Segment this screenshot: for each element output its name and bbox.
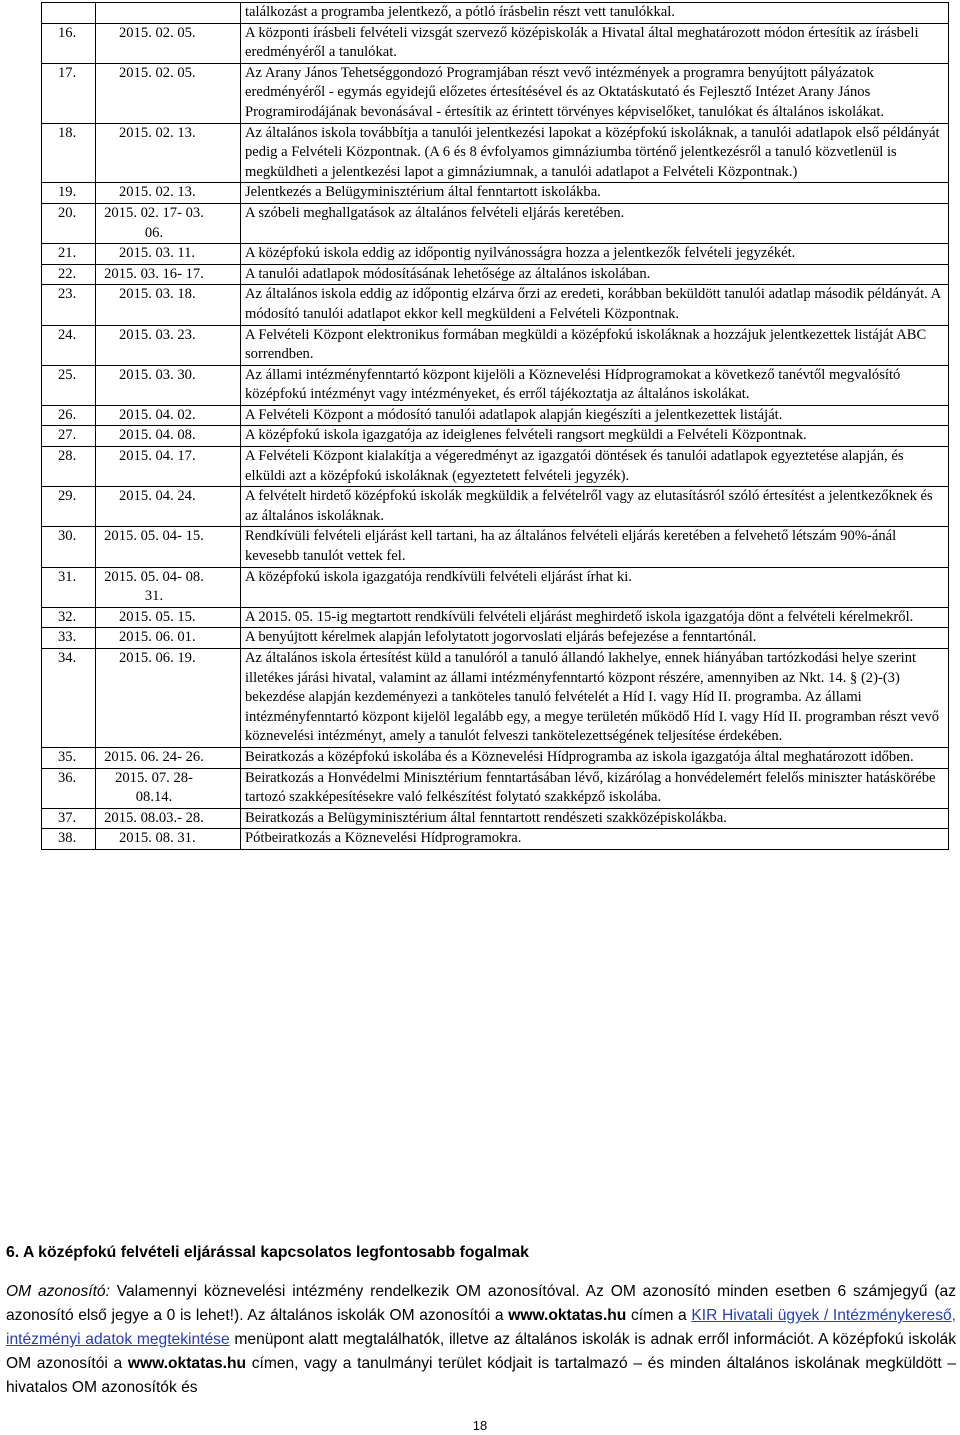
row-description: Jelentkezés a Belügyminisztérium által fenntartott iskolákba. xyxy=(241,183,949,204)
row-date xyxy=(96,264,241,285)
row-description: A középfokú iskola eddig az időpontig nyilvánosságra hozza a jelentkezők felvételi jegyzékét. xyxy=(241,244,949,265)
row-date: 2015. 06. 01. xyxy=(96,628,241,649)
row-date xyxy=(96,3,241,24)
schedule-row xyxy=(42,365,949,405)
row-date-text: 2015. 08.03.- 28. xyxy=(104,809,204,826)
schedule-row xyxy=(42,203,949,243)
row-description: A Felvételi Központ kialakítja a végeredményt az igazgatói döntések és tanulói adatlapok egyeztetése alapján, és elküldi azt a középfokú iskoláknak (egyeztetett felvételi jegyzék). xyxy=(241,447,949,487)
row-date: 2015. 05. 15. xyxy=(96,607,241,628)
schedule-table-body xyxy=(42,3,949,850)
row-date: 2015. 02. 05. xyxy=(96,23,241,63)
row-description: Rendkívüli felvételi eljárást kell tartani, ha az általános felvételi eljárás keretében a felvehető létszám 90%-ánál kevesebb tanulót vettek fel. xyxy=(241,527,949,567)
schedule-row xyxy=(42,264,949,285)
schedule-row xyxy=(42,426,949,447)
row-description: Beiratkozás a középfokú iskolába és a Köznevelési Hídprogramba az iskola igazgatója által meghatározott időben. xyxy=(241,747,949,768)
row-description: A Felvételi Központ elektronikus formában megküldi a középfokú iskoláknak a hozzájuk jelentkezettek listáját ABC sorrendben. xyxy=(241,325,949,365)
row-number: 19. xyxy=(42,183,96,204)
row-description: A középfokú iskola igazgatója az ideiglenes felvételi rangsort megküldi a Felvételi Központnak. xyxy=(241,426,949,447)
row-number: 30. xyxy=(42,527,96,567)
schedule-row xyxy=(42,607,949,628)
om-identifier-paragraph xyxy=(6,1280,956,1400)
row-date: 2015. 02. 13. xyxy=(96,123,241,183)
row-date: 2015. 08. 31. xyxy=(96,829,241,850)
schedule-row xyxy=(42,527,949,567)
row-description: A felvételt hirdető középfokú iskolák megküldik a felvételről vagy az elutasításról szóló értesítést a jelentkezőknek és az általános iskoláknak. xyxy=(241,487,949,527)
schedule-row xyxy=(42,829,949,850)
schedule-row xyxy=(42,628,949,649)
row-description: A 2015. 05. 15-ig megtartott rendkívüli felvételi eljárást meghirdető iskola igazgatója dönt a felvételi kérelmekről. xyxy=(241,607,949,628)
row-date-text: 2015. 07. 28- 08.14. xyxy=(115,769,193,806)
page-number: 18 xyxy=(472,1418,488,1433)
schedule-row xyxy=(42,447,949,487)
row-date-text: 2015. 06. 24- 26. xyxy=(104,748,204,765)
row-number: 31. xyxy=(42,567,96,607)
row-date: 2015. 02. 13. xyxy=(96,183,241,204)
row-number: 24. xyxy=(42,325,96,365)
row-date: 2015. 03. 11. xyxy=(96,244,241,265)
row-number: 37. xyxy=(42,808,96,829)
schedule-row xyxy=(42,3,949,24)
kir-link[interactable]: KIR Hivatali ügyek / Intézménykereső, intézményi adatok megtekintése xyxy=(6,1307,956,1348)
row-date-text: 2015. 05. 04- 08. 31. xyxy=(104,568,204,605)
row-description: A benyújtott kérelmek alapján lefolytatott jogorvoslati eljárás befejezése a fenntartónál. xyxy=(241,628,949,649)
row-date xyxy=(96,567,241,607)
paragraph-text-1: Valamennyi köznevelési intézmény rendelkezik OM azonosítóval. Az OM azonosító minden esetben 6 számjegyű (az azonosító első jegye a 0 is lehet!). Az általános iskolák OM azonosítói a xyxy=(6,1283,956,1324)
schedule-row xyxy=(42,567,949,607)
row-description: A központi írásbeli felvételi vizsgát szervező középiskolák a Hivatal által meghatározott módon értesítik az írásbeli eredményéről a tanulókat. xyxy=(241,23,949,63)
row-number: 16. xyxy=(42,23,96,63)
row-date xyxy=(96,768,241,808)
schedule-row xyxy=(42,808,949,829)
row-number: 35. xyxy=(42,747,96,768)
row-date: 2015. 02. 05. xyxy=(96,63,241,123)
row-number: 26. xyxy=(42,405,96,426)
row-date: 2015. 03. 30. xyxy=(96,365,241,405)
schedule-row xyxy=(42,183,949,204)
row-description: Beiratkozás a Honvédelmi Minisztérium fenntartásában lévő, kizárólag a honvédelemért felelős miniszter hatáskörébe tartozó szakképesítésekre való felkészítést folytató szakképző iskolába. xyxy=(241,768,949,808)
schedule-row xyxy=(42,244,949,265)
row-description: Az általános iskola eddig az időpontig elzárva őrzi az eredeti, korábban beküldött tanulói adatlap második példányát. A módosító tanulói adatlapot ekkor kell megküldeni a Felvételi Központnak. xyxy=(241,285,949,325)
row-date-text: 2015. 05. 04- 15. xyxy=(104,528,204,545)
row-number: 20. xyxy=(42,203,96,243)
row-description: Beiratkozás a Belügyminisztérium által fenntartott rendészeti szakközépiskolákba. xyxy=(241,808,949,829)
schedule-row xyxy=(42,649,949,748)
om-term: OM azonosító: xyxy=(6,1283,110,1300)
row-number: 22. xyxy=(42,264,96,285)
row-number: 23. xyxy=(42,285,96,325)
schedule-table xyxy=(41,2,949,850)
schedule-row xyxy=(42,487,949,527)
row-number: 28. xyxy=(42,447,96,487)
row-description: találkozást a programba jelentkező, a pótló írásbelin részt vett tanulókkal. xyxy=(241,3,949,24)
oktatas-site-1: www.oktatas.hu xyxy=(508,1307,627,1324)
row-number: 29. xyxy=(42,487,96,527)
schedule-row xyxy=(42,405,949,426)
row-number: 36. xyxy=(42,768,96,808)
row-date xyxy=(96,808,241,829)
row-description: A középfokú iskola igazgatója rendkívüli felvételi eljárást írhat ki. xyxy=(241,567,949,607)
row-number: 25. xyxy=(42,365,96,405)
row-number: 17. xyxy=(42,63,96,123)
paragraph-text-3: menüpont alatt megtalálhatók, illetve az általános iskolák is adnak erről információt. A középfokú iskolák OM azonosítói a xyxy=(6,1331,956,1372)
paragraph-text-2: címen a xyxy=(626,1307,692,1324)
row-number: 21. xyxy=(42,244,96,265)
schedule-row xyxy=(42,63,949,123)
row-date: 2015. 04. 24. xyxy=(96,487,241,527)
schedule-row xyxy=(42,285,949,325)
schedule-row xyxy=(42,747,949,768)
row-date-text: 2015. 02. 17- 03. 06. xyxy=(104,204,204,241)
row-date: 2015. 03. 23. xyxy=(96,325,241,365)
oktatas-site-2: www.oktatas.hu xyxy=(127,1355,247,1372)
schedule-row xyxy=(42,23,949,63)
row-description: Az általános iskola értesítést küld a tanulóról a tanuló állandó lakhelye, ennek hiányában tartózkodási helye szerint illetékes járási hivatal, valamint az állami intézményfenntartó központ részére, amennyiben az Nkt. 14. § (2)-(3) bekezdése alapján kezdeményezi a tanköteles tanuló felvételét a Híd I. vagy Híd II. programba. Az állami intézményfenntartó központ kijelöl legalább egy, a megye területén működő Híd I. vagy Híd II. programban részt vevő köznevelési intézményt, amely a tanulót felveszi tankötelezettségének teljesítése érdekében. xyxy=(241,649,949,748)
row-description: A Felvételi Központ a módosító tanulói adatlapok alapján kiegészíti a jelentkezettek listáját. xyxy=(241,405,949,426)
row-number: 27. xyxy=(42,426,96,447)
row-description: Az általános iskola továbbítja a tanulói jelentkezési lapokat a középfokú iskoláknak, a tanulói adatlapok első példányát pedig a Felvételi Központnak. (A 6 és 8 évfolyamos gimnáziumba történő jelentkezésről a tanuló közvetlenül is megküldheti a jelentkezési lapot a gimnáziumnak, a tanulói adatlapot a Felvételi Központnak.) xyxy=(241,123,949,183)
row-description: Az állami intézményfenntartó központ kijelöli a Köznevelési Hídprogramokat a következő tanévtől megvalósító középfokú intézményt vagy intézményeket, és erről tájékoztatja az általános iskolákat. xyxy=(241,365,949,405)
row-number: 18. xyxy=(42,123,96,183)
row-description: A tanulói adatlapok módosításának lehetősége az általános iskolában. xyxy=(241,264,949,285)
schedule-row xyxy=(42,325,949,365)
schedule-row xyxy=(42,768,949,808)
row-number: 34. xyxy=(42,649,96,748)
row-description: Pótbeiratkozás a Köznevelési Hídprogramokra. xyxy=(241,829,949,850)
row-date: 2015. 04. 02. xyxy=(96,405,241,426)
row-date: 2015. 06. 19. xyxy=(96,649,241,748)
row-description: Az Arany János Tehetséggondozó Programjában részt vevő intézmények a programra benyújtott pályázatok eredményéről - egymás egyidejű előzetes értesítésével és az Oktatáskutató és Fejlesztő Intézet Arany János Programirodájának bevonásával - értesítik az érintett törvényes képviselőket, tanulókat és általános iskolákat. xyxy=(241,63,949,123)
row-date: 2015. 04. 17. xyxy=(96,447,241,487)
row-number xyxy=(42,3,96,24)
row-number: 38. xyxy=(42,829,96,850)
row-date xyxy=(96,203,241,243)
section-heading: 6. A középfokú felvételi eljárással kapcsolatos legfontosabb fogalmak xyxy=(6,1244,529,1261)
row-date: 2015. 04. 08. xyxy=(96,426,241,447)
row-number: 33. xyxy=(42,628,96,649)
paragraph-text-4: címen, vagy a tanulmányi terület kódjait is tartalmazó – és minden általános iskolának megküldött – hivatalos OM azonosítók és xyxy=(6,1355,957,1396)
row-date xyxy=(96,527,241,567)
schedule-row xyxy=(42,123,949,183)
row-number: 32. xyxy=(42,607,96,628)
row-date: 2015. 03. 18. xyxy=(96,285,241,325)
row-date-text: 2015. 03. 16- 17. xyxy=(104,265,204,282)
row-description: A szóbeli meghallgatások az általános felvételi eljárás keretében. xyxy=(241,203,949,243)
row-date xyxy=(96,747,241,768)
